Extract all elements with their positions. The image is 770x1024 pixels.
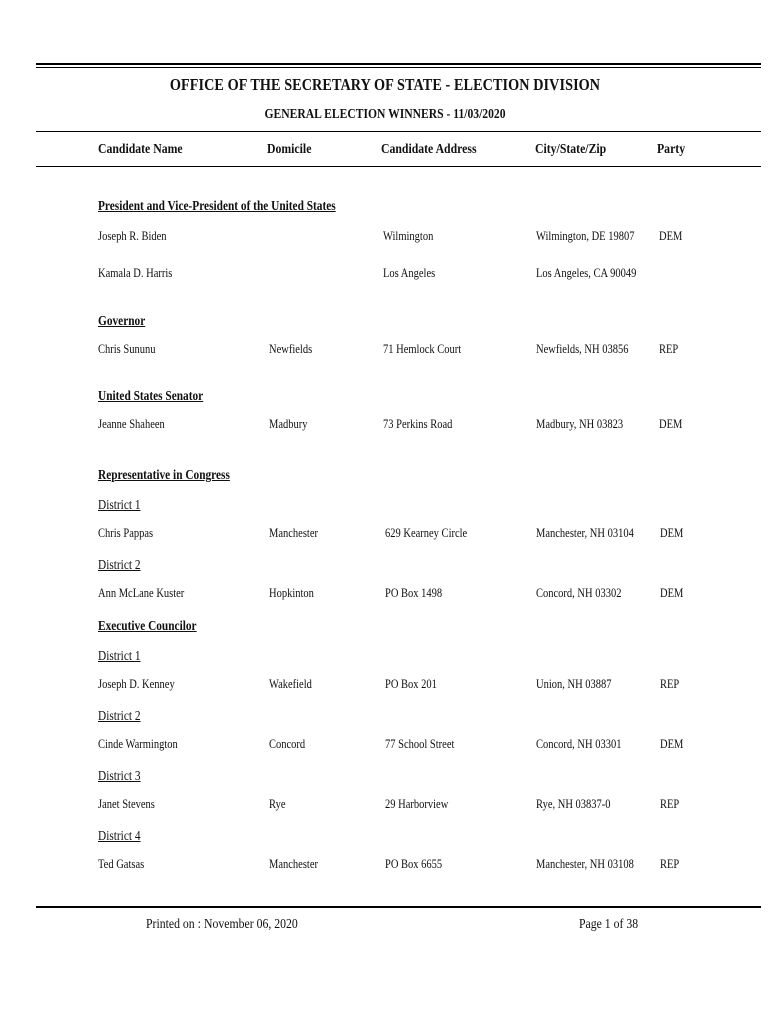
candidate-name: Chris Sununu — [98, 342, 156, 356]
candidate-party: DEM — [660, 737, 684, 751]
top-rule-thick — [36, 63, 761, 65]
candidate-city: Rye, NH 03837-0 — [536, 797, 611, 811]
district-label: District 2 — [98, 708, 141, 723]
printed-on-date: November 06, 2020 — [204, 917, 298, 932]
column-header-city: City/State/Zip — [535, 142, 607, 157]
header-bottom-rule — [36, 166, 761, 167]
candidate-name: Ted Gatsas — [98, 857, 145, 871]
candidate-address: PO Box 201 — [385, 677, 437, 691]
candidate-domicile: Madbury — [269, 417, 308, 431]
candidate-party: REP — [660, 857, 680, 871]
candidate-address: PO Box 6655 — [385, 857, 443, 871]
candidate-domicile: Concord — [269, 737, 306, 751]
district-label: District 1 — [98, 648, 141, 663]
candidate-domicile: Manchester — [269, 526, 318, 540]
column-header-domicile: Domicile — [267, 142, 312, 157]
header-top-rule — [36, 131, 761, 132]
candidate-party: DEM — [660, 586, 684, 600]
candidate-party: REP — [659, 342, 679, 356]
candidate-domicile: Rye — [269, 797, 286, 811]
candidate-domicile: Hopkinton — [269, 586, 314, 600]
candidate-city: Los Angeles, CA 90049 — [536, 266, 637, 280]
section-title: Executive Councilor — [98, 618, 197, 633]
candidate-address: 629 Kearney Circle — [385, 526, 468, 540]
candidate-name: Kamala D. Harris — [98, 266, 173, 280]
column-header-name: Candidate Name — [98, 142, 183, 157]
candidate-city: Madbury, NH 03823 — [536, 417, 624, 431]
top-rule-thin — [36, 67, 761, 68]
district-label: District 1 — [98, 497, 141, 512]
candidate-party: DEM — [660, 526, 684, 540]
candidate-name: Jeanne Shaheen — [98, 417, 165, 431]
candidate-domicile: Manchester — [269, 857, 318, 871]
candidate-city: Concord, NH 03302 — [536, 586, 622, 600]
footer-rule — [36, 906, 761, 908]
section-title: President and Vice-President of the United States — [98, 198, 336, 213]
candidate-name: Joseph D. Kenney — [98, 677, 175, 691]
candidate-address: PO Box 1498 — [385, 586, 443, 600]
candidate-party: DEM — [659, 417, 683, 431]
section-title: Governor — [98, 313, 146, 328]
candidate-party: REP — [660, 797, 680, 811]
printed-on-label: Printed on : — [146, 917, 201, 932]
document-title: OFFICE OF THE SECRETARY OF STATE - ELECTION DIVISION — [169, 75, 601, 94]
candidate-city: Union, NH 03887 — [536, 677, 612, 691]
candidate-city: Concord, NH 03301 — [536, 737, 622, 751]
candidate-party: REP — [660, 677, 680, 691]
candidate-city: Newfields, NH 03856 — [536, 342, 629, 356]
district-label: District 4 — [98, 828, 141, 843]
candidate-domicile: Wakefield — [269, 677, 312, 691]
candidate-name: Ann McLane Kuster — [98, 586, 185, 600]
candidate-address: 71 Hemlock Court — [383, 342, 462, 356]
candidate-city: Manchester, NH 03104 — [536, 526, 634, 540]
candidate-name: Chris Pappas — [98, 526, 154, 540]
document-subtitle: GENERAL ELECTION WINNERS - 11/03/2020 — [264, 106, 506, 121]
column-header-party: Party — [657, 142, 686, 157]
candidate-city: Wilmington, DE 19807 — [536, 229, 635, 243]
candidate-city: Manchester, NH 03108 — [536, 857, 634, 871]
candidate-name: Cinde Warmington — [98, 737, 178, 751]
candidate-name: Joseph R. Biden — [98, 229, 167, 243]
candidate-domicile: Newfields — [269, 342, 313, 356]
section-title: Representative in Congress — [98, 467, 230, 482]
candidate-address: 77 School Street — [385, 737, 455, 751]
section-title: United States Senator — [98, 388, 204, 403]
candidate-party: DEM — [659, 229, 683, 243]
candidate-name: Janet Stevens — [98, 797, 155, 811]
district-label: District 2 — [98, 557, 141, 572]
candidate-address: Wilmington — [383, 229, 434, 243]
district-label: District 3 — [98, 768, 141, 783]
candidate-address: 29 Harborview — [385, 797, 449, 811]
column-header-address: Candidate Address — [381, 142, 477, 157]
candidate-address: 73 Perkins Road — [383, 417, 453, 431]
page-number: Page 1 of 38 — [579, 917, 639, 932]
candidate-address: Los Angeles — [383, 266, 436, 280]
